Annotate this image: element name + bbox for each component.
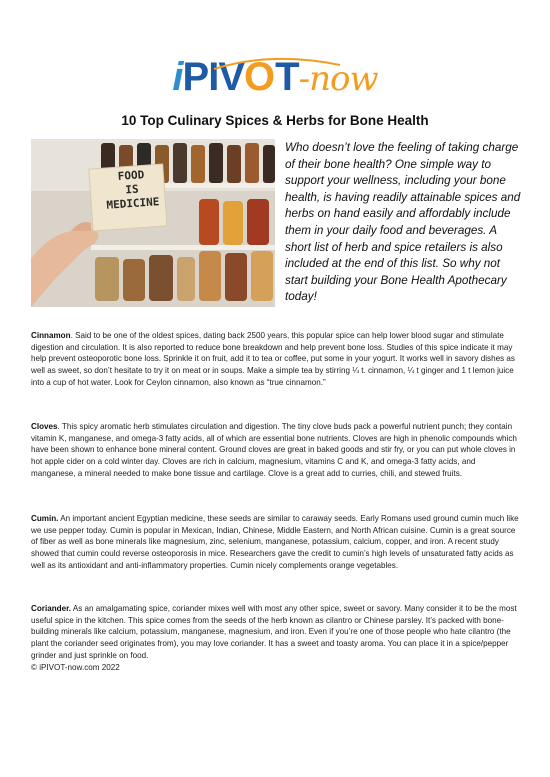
- section-heading: Coriander.: [31, 604, 72, 613]
- sign-line-1: FOOD: [117, 168, 145, 183]
- section-cloves: [31, 421, 521, 480]
- sign-line-2: IS: [124, 182, 140, 197]
- section-text: An important ancient Egyptian medicine, these seeds are similar to caraway seeds. Early Romans used ground cumin much like we use pepper today. Cumin is popular in Mexican, Indian, Chinese, Middle Eastern, and North African cuisine. Cumin is a great source of fiber as well as bone minerals like magnesium, zinc, selenium, manganese, potassium, calcium, copper, and iron. A recent study showed that cumin could reverse osteoporosis in mice. Researchers gave the credit to cumin’s high levels of unsaturated fatty acids as well as its antioxidant and anti-inflammatory properties. Cumin nicely complements orange vegetables.: [31, 514, 519, 570]
- copyright-notice: © iPIVOT-now.com 2022: [31, 663, 120, 672]
- logo-swoosh-icon: [212, 57, 342, 71]
- photo-illustration: [31, 139, 275, 307]
- section-heading: Cumin.: [31, 514, 59, 523]
- section-heading: Cloves: [31, 422, 58, 431]
- ipivot-now-logo: iPIVOT-now: [172, 55, 378, 99]
- intro-paragraph: Who doesn’t love the feeling of taking charge of their bone health? One simple way to support your wellness, including your bone health, is having readily attainable spices and herbs on hand easily and affordably include them in your daily food and beverages. A short list of herb and spice retailers is also included at the end of this list. So why not start building your Bone Health Apothecary today!: [285, 141, 521, 304]
- section-text: As an amalgamating spice, coriander mixes well with most any other spice, sweet or savory. Many consider it to be the most useful spice in the kitchen. This spice comes from the seeds of the herb known as cilantro or Chinese parsley. It’s packed with bone-building minerals like calcium, potassium, manganese, magnesium, and iron. Even if you’re one of those people who hate cilantro (the plant the coriander seed originates from), you may love coriander. It has a sweet and toasty aroma. You can place it in a spice/pepper grinder and just sprinkle on food.: [31, 604, 517, 660]
- page-title: 10 Top Culinary Spices & Herbs for Bone Health: [121, 113, 429, 128]
- section-cumin: [31, 513, 521, 572]
- sign-line-3: MEDICINE: [106, 195, 160, 212]
- food-is-medicine-sign: [94, 166, 171, 213]
- section-heading: Cinnamon: [31, 331, 71, 340]
- food-is-medicine-photo: [31, 139, 275, 307]
- section-cinnamon: [31, 330, 521, 389]
- section-text: . This spicy aromatic herb stimulates circulation and digestion. The tiny clove buds pack a powerful nutrient punch; they contain vitamin K, manganese, and omega-3 fatty acids, all of which are essential bone nutrients. Cloves are high in phenolic compounds which have been shown to enhance bone mineral content. Ground cloves are great in baked goods and stir fry, or you can put whole cloves in hot apple cider on a cold winter day. Cloves are rich in calcium, magnesium, vitamins C and K, and omega-3 fatty acids, and manganese, a mineral needed to make bone tissue and cartilage. Clove is a great add to curries, chili, and stewed fruits.: [31, 422, 517, 478]
- section-coriander: [31, 603, 521, 662]
- section-text: . Said to be one of the oldest spices, dating back 2500 years, this popular spice can help lower blood sugar and stimulate digestion and circulation. It is also reported to reduce bone breakdown and help prevent bone loss. Studies of this spice indicate it may help prevent osteoporotic bone loss. Sprinkle it on fruit, add it to tea or coffee, put some in your yogurt. It works well in savory dishes as well as sweet, so don’t hesitate to try it on meat or in soups. Make a simple tea by stirring ¼ t. cinnamon, ¼ t ginger and 1 t lemon juice into a cup of hot water. Look for Ceylon cinnamon, also known as “true cinnamon.”: [31, 331, 515, 387]
